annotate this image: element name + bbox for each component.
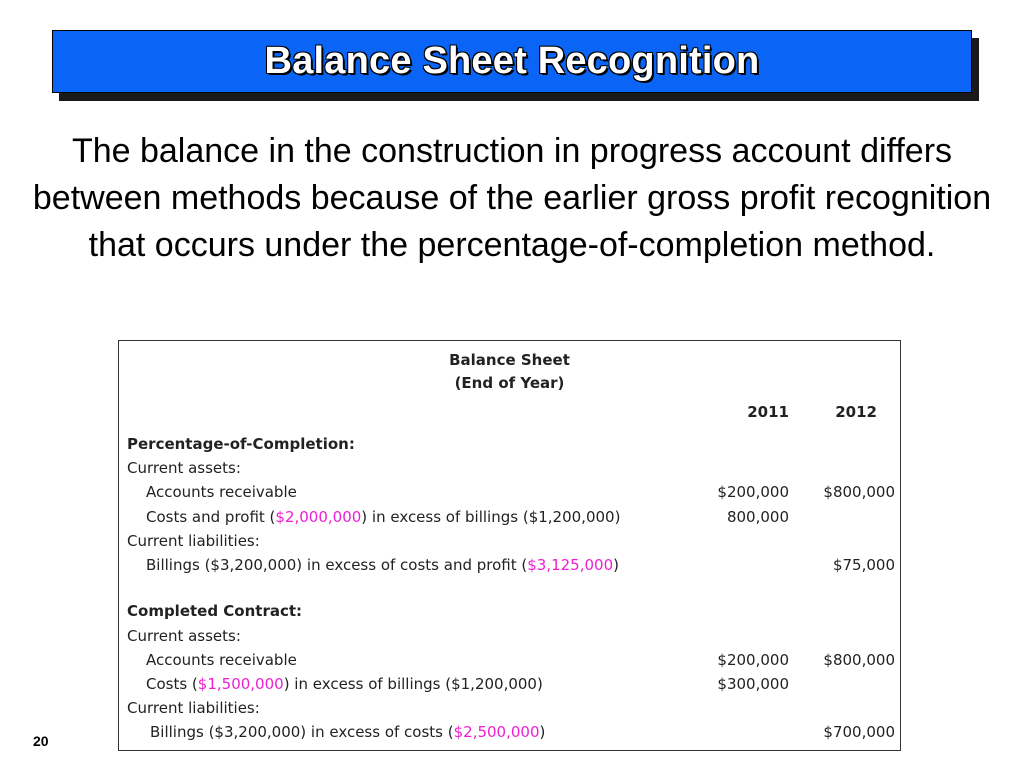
cc-cip-label-pre: Costs ( — [146, 675, 198, 693]
cc-current-assets-label: Current assets: — [127, 627, 241, 645]
cc-ar-2011: $200,000 — [717, 651, 789, 669]
cc-current-liabilities-label: Current liabilities: — [127, 699, 260, 717]
cc-billings-row — [150, 723, 545, 741]
poc-bill-amount: $3,125,000 — [527, 556, 614, 574]
poc-billings-row — [146, 556, 619, 574]
poc-billings-2012: $75,000 — [832, 556, 895, 574]
poc-current-assets-label: Current assets: — [127, 459, 241, 477]
cc-bill-label-post: ) — [539, 723, 546, 741]
cc-cip-2011: $300,000 — [717, 675, 789, 693]
poc-heading: Percentage-of-Completion: — [127, 435, 355, 453]
poc-current-liabilities-label: Current liabilities: — [127, 532, 260, 550]
column-header-2011: 2011 — [747, 403, 789, 421]
slide-number: 20 — [33, 733, 49, 749]
sheet-subtitle: (End of Year) — [454, 374, 565, 392]
cc-billings-2012: $700,000 — [823, 723, 895, 741]
poc-ar-2012: $800,000 — [823, 483, 895, 501]
poc-cip-row — [146, 508, 620, 526]
intro-paragraph: The balance in the construction in progress account differs between methods because of the earlier gross profit recognition that occurs under the percentage-of-completion method. — [32, 132, 992, 264]
slide-title: Balance Sheet Recognition — [264, 40, 760, 82]
poc-cip-label-post: ) in excess of billings ($1,200,000) — [361, 508, 621, 526]
poc-ar-label: Accounts receivable — [146, 483, 297, 501]
cc-cip-amount: $1,500,000 — [197, 675, 284, 693]
poc-cip-amount: $2,000,000 — [275, 508, 362, 526]
cc-ar-label: Accounts receivable — [146, 651, 297, 669]
column-header-2012: 2012 — [835, 403, 877, 421]
cc-bill-amount: $2,500,000 — [453, 723, 540, 741]
cc-cip-label-post: ) in excess of billings ($1,200,000) — [283, 675, 543, 693]
poc-cip-label-pre: Costs and profit ( — [146, 508, 276, 526]
cc-cip-row — [146, 675, 543, 693]
poc-ar-2011: $200,000 — [717, 483, 789, 501]
sheet-title: Balance Sheet — [449, 351, 570, 369]
cc-ar-2012: $800,000 — [823, 651, 895, 669]
cc-heading: Completed Contract: — [127, 602, 303, 620]
poc-cip-2011: 800,000 — [726, 508, 789, 526]
poc-bill-label-post: ) — [613, 556, 619, 574]
balance-sheet-table — [118, 340, 901, 751]
title-banner — [52, 30, 972, 93]
cc-bill-label-pre: Billings ($3,200,000) in excess of costs ( — [150, 723, 454, 741]
poc-bill-label-pre: Billings ($3,200,000) in excess of costs and profit ( — [146, 556, 528, 574]
